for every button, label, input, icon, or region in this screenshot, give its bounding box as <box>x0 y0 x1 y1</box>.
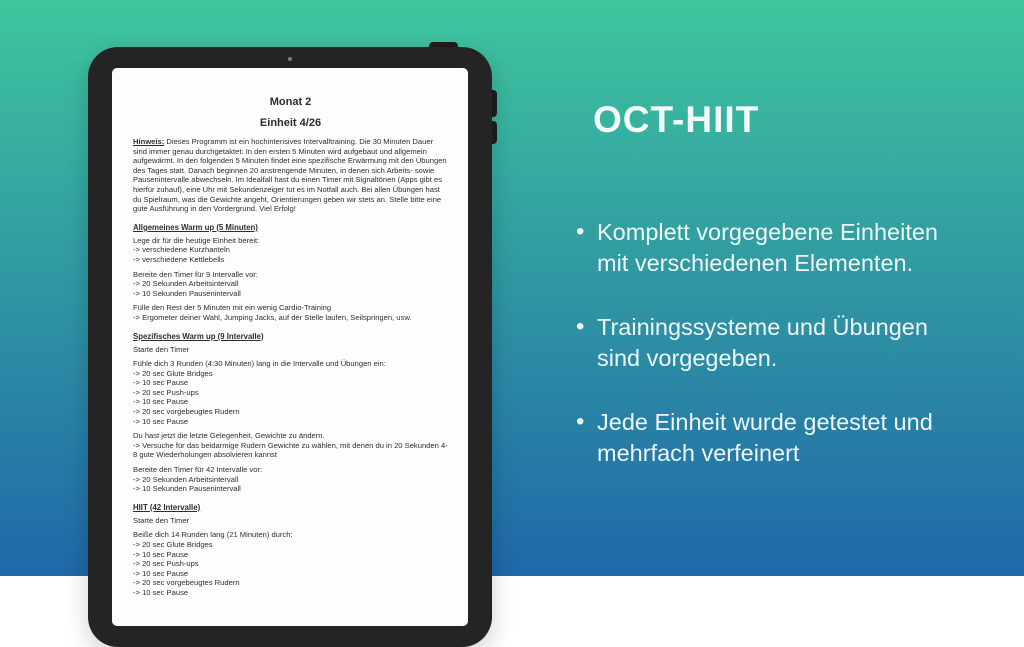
section-heading: Allgemeines Warm up (5 Minuten) <box>133 222 258 232</box>
training-document <box>112 68 468 598</box>
section-block: Fülle den Rest der 5 Minuten mit ein wenig Cardio-Training -> Ergometer deiner Wahl, Jumping Jacks, auf der Stelle laufen, Seilspringen, usw. <box>133 303 412 322</box>
section-block: Beiße dich 14 Runden lang (21 Minuten) durch: -> 20 sec Glute Bridges -> 10 sec Pause -> 20 sec Push-ups -> 10 sec Pause -> 20 sec vorgebeugtes Rudern -> 10 sec Pause <box>133 530 293 597</box>
document-sections <box>133 223 448 598</box>
section-block: Fühle dich 3 Runden (4:30 Minuten) lang in die Intervalle und Übungen ein: -> 20 sec Glute Bridges -> 10 sec Pause -> 20 sec Push-ups -> 10 sec Pause -> 20 sec vorgebeugtes Rudern -> 10 sec Pause <box>133 359 386 426</box>
tablet-screen <box>112 68 468 626</box>
document-title: Monat 2 <box>269 96 312 108</box>
note-label: Hinweis: <box>133 137 165 146</box>
tablet-camera-icon <box>288 57 292 61</box>
panel-title: OCT-HIIT <box>593 99 760 140</box>
section-block: Bereite den Timer für 42 Intervalle vor: -> 20 Sekunden Arbeitsintervall -> 10 Sekunden Pausenintervall <box>133 465 263 494</box>
tablet-device <box>88 47 492 607</box>
info-panel <box>570 99 1010 502</box>
document-subtitle: Einheit 4/26 <box>259 117 322 129</box>
section-block: Starte den Timer <box>133 515 190 525</box>
section-heading: HIIT (42 Intervalle) <box>133 502 201 512</box>
bullet-item: • Komplett vorgegebene Einheiten mit verschiedenen Elementen. <box>578 217 940 279</box>
note-text: Dieses Programm ist ein hochintensives Intervalltraining. Die 30 Minuten Dauer sind immer genau durchgetaktet: In den ersten 5 Minuten wird aufgebaut und allgemein aufgewärmt. In den folgenden 5 Minuten findet eine spezifische Erwärmung mit den Übungen des Tages statt. Danach beginnen 20 anstrengende Minuten, in denen sich Arbeits- sowie Pausenintervalle abwechseln. Im Idealfall hast du einen Timer mit Signaltönen (Apps gibt es hierfür zuhauf), eine Uhr mit Sekundenzeiger tut es im Notfall auch. Bei allen Übungen hast du Spielraum, was die Gewichte angeht, Orientierungen geben wir stets an. Stelle bitte eine gute Ausführung in den Vordergrund. Viel Erfolg! <box>133 137 447 214</box>
bullet-item: • Trainingssysteme und Übungen sind vorgegeben. <box>578 312 940 374</box>
section-heading: Spezifisches Warm up (9 Intervalle) <box>133 331 264 341</box>
tablet-frame <box>88 47 492 647</box>
section-block: Du hast jetzt die letzte Gelegenheit, Gewichte zu ändern. -> Versuche für das beidarmige Rudern Gewichte zu wählen, mit denen du in 20 Sekunden 4-8 gute Wiederholungen absolvieren kannst <box>133 431 448 460</box>
bullet-item: • Jede Einheit wurde getestet und mehrfach verfeinert <box>578 407 940 469</box>
section-block: Starte den Timer <box>133 344 190 354</box>
section-block: Lege dir für die heutige Einheit bereit: -> verschiedene Kurzhanteln -> verschiedene Kettlebells <box>133 235 260 264</box>
bullet-list <box>578 217 1010 469</box>
section-block: Bereite den Timer für 9 Intervalle vor: -> 20 Sekunden Arbeitsintervall -> 10 Sekunden Pausenintervall <box>133 269 258 298</box>
document-note <box>133 137 448 214</box>
